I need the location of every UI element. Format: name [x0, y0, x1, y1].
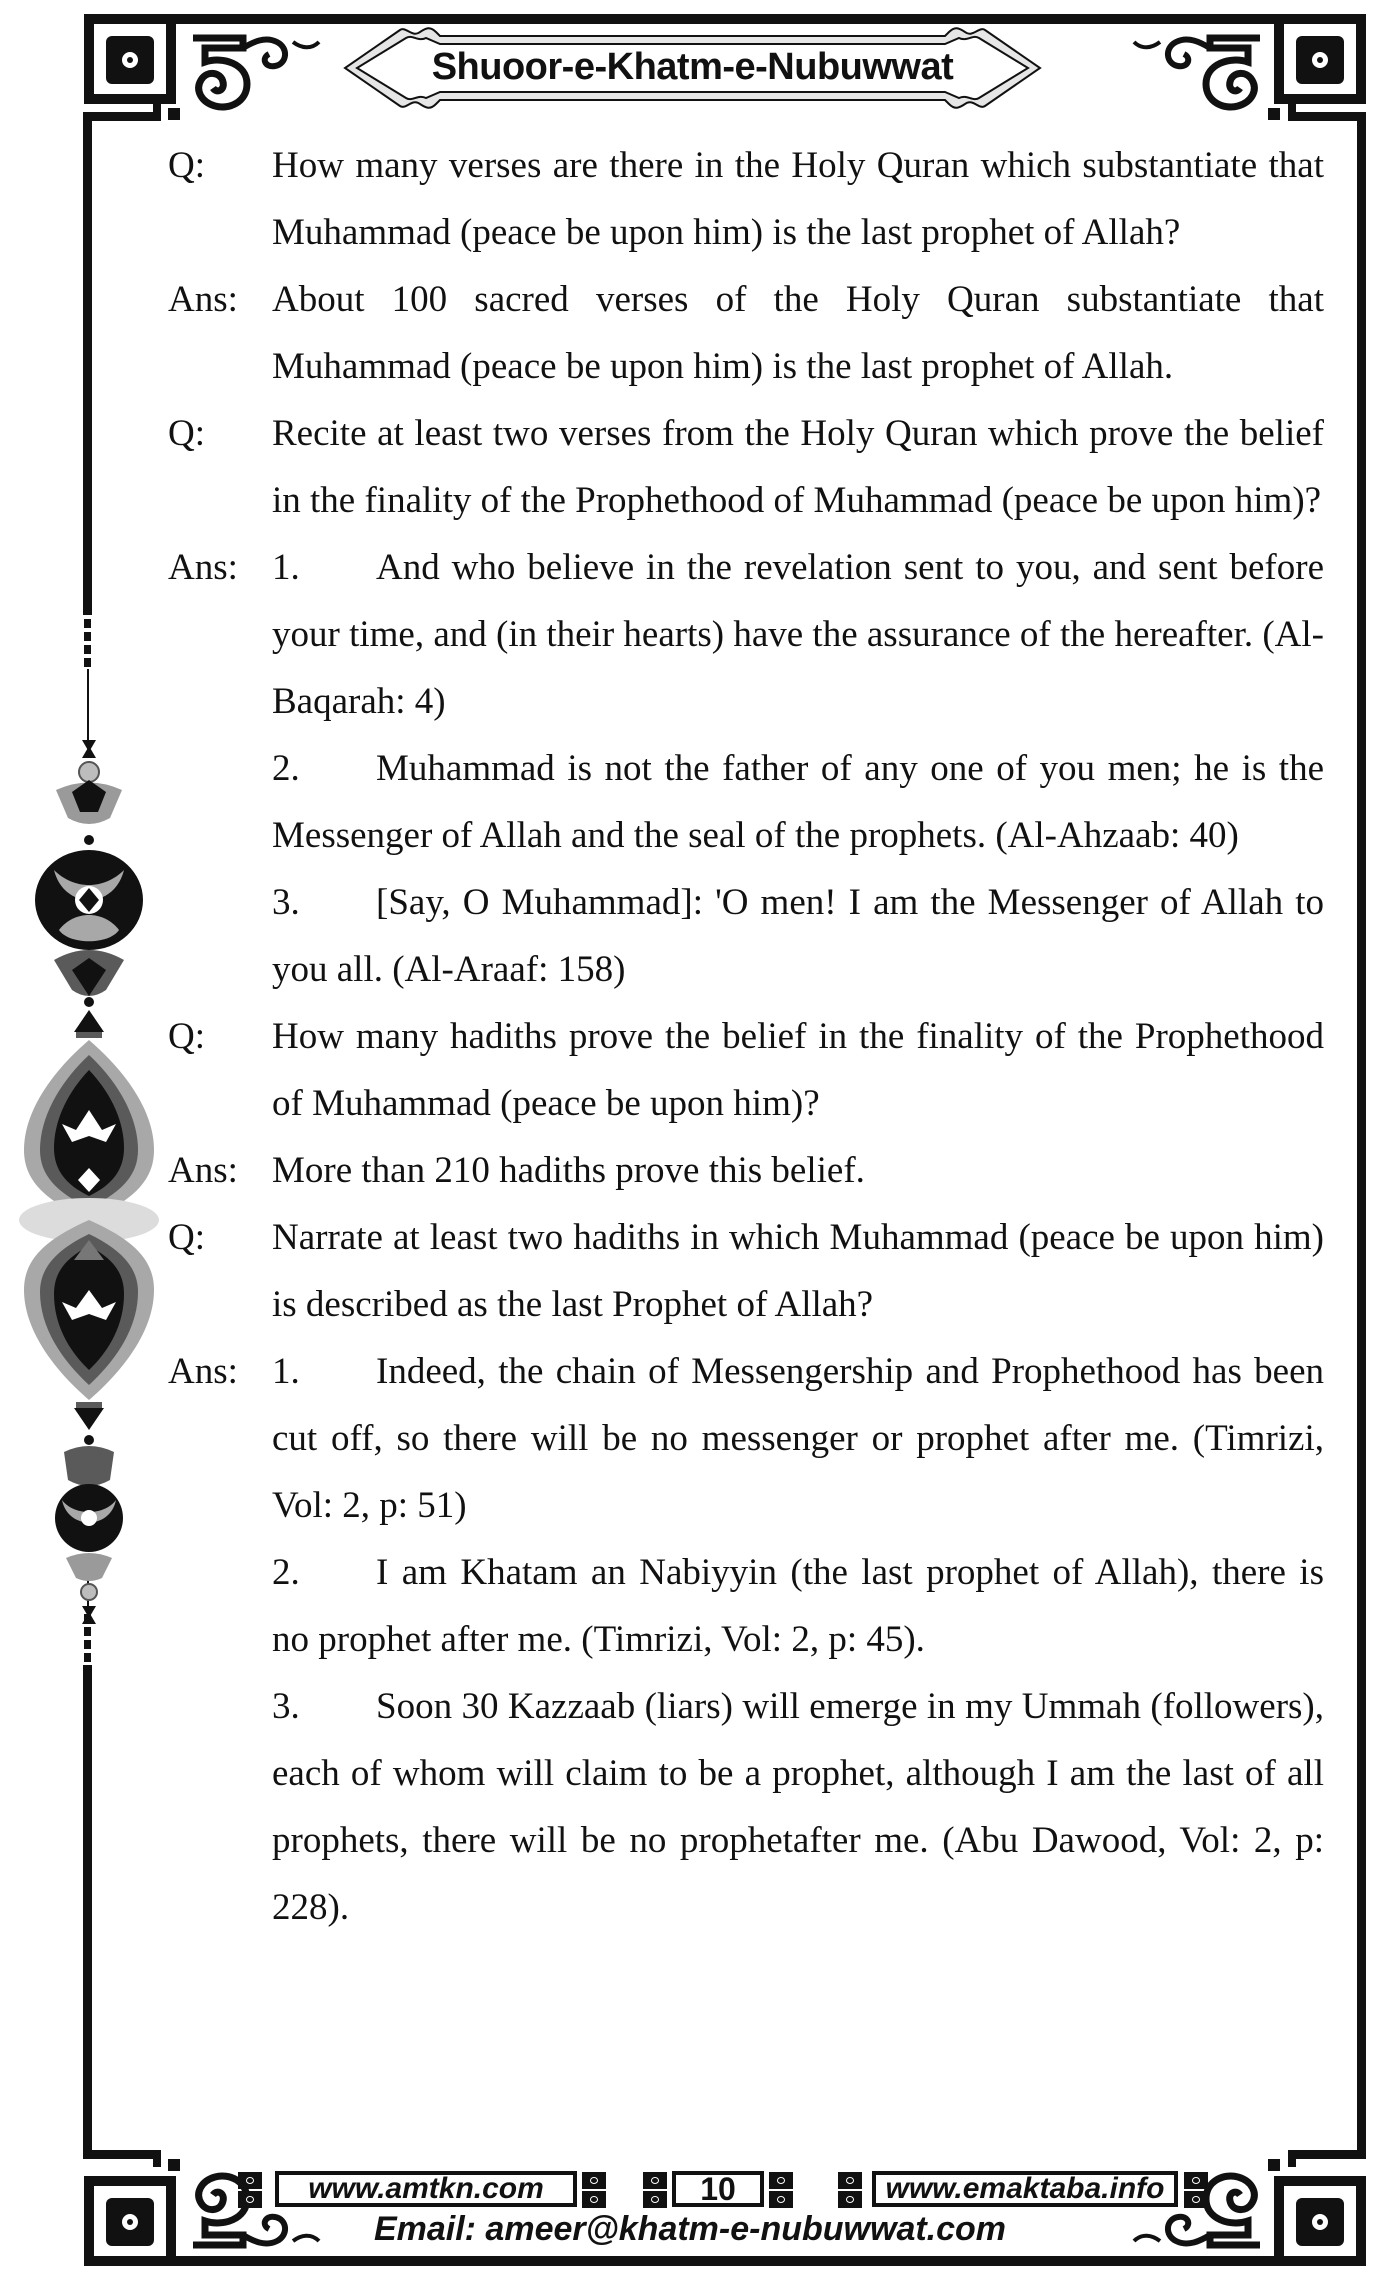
question-text: How many hadiths prove the belief in the finality of the Prophethood of Muhammad (peace be upon him)?	[272, 1016, 1324, 1124]
footer-link-emaktaba[interactable]: www.emaktaba.info	[872, 2171, 1178, 2207]
page-number: 10	[672, 2171, 764, 2207]
scroll-flourish-icon	[1100, 28, 1270, 113]
frame-left-dash	[84, 1653, 91, 1662]
answer-text: More than 210 hadiths prove this belief.	[272, 1150, 865, 1191]
point-text: Soon 30 Kazzaab (liars) will emerge in my Ummah (followers), each of whom will claim to be a prophet, although I am the last of all prophets, there will be no prophetafter me. (Abu Dawood, Vol: 2, p: 228).	[272, 1686, 1324, 1928]
answer-point	[272, 1673, 1324, 1941]
frame-inner-top-right	[1290, 112, 1366, 121]
frame-top-bar	[84, 14, 1366, 24]
footer-link-amtkn[interactable]: www.amtkn.com	[275, 2171, 577, 2207]
point-text: Muhammad is not the father of any one of you men; he is the Messenger of Allah and the seal of the prophets. (Al-Ahzaab: 40)	[272, 748, 1324, 856]
title-cartouche	[340, 24, 1045, 112]
qa-answer	[168, 266, 1324, 400]
question-label: Q:	[168, 1016, 205, 1057]
qa-content	[168, 132, 1324, 1941]
answer-point	[272, 1539, 1324, 1673]
answer-point	[272, 1338, 1324, 1539]
frame-inner-top-left	[84, 112, 160, 121]
point-text: [Say, O Muhammad]: 'O men! I am the Messenger of Allah to you all. (Al-Araaf: 158)	[272, 882, 1324, 990]
scroll-flourish-icon	[183, 28, 353, 113]
question-text: Narrate at least two hadiths in which Muhammad (peace be upon him) is described as the last Prophet of Allah?	[272, 1217, 1324, 1325]
qa-answer	[168, 534, 1324, 1003]
answer-text: About 100 sacred verses of the Holy Quran substantiate that Muhammad (peace be upon him) is the last prophet of Allah.	[272, 279, 1324, 387]
answer-points	[272, 534, 1324, 1003]
point-number: 1.	[272, 1351, 300, 1392]
qa-question	[168, 1003, 1324, 1137]
frame-left-dash	[84, 619, 91, 628]
point-number: 2.	[272, 1552, 300, 1593]
corner-rosette-icon	[1274, 14, 1366, 104]
answer-label: Ans:	[168, 1351, 238, 1392]
point-text: I am Khatam an Nabiyyin (the last prophet of Allah), there is no prophet after me. (Timrizi, Vol: 2, p: 45).	[272, 1552, 1324, 1660]
question-label: Q:	[168, 1217, 205, 1258]
corner-rosette-icon	[84, 14, 176, 104]
frame-inner-top-right-stub	[1288, 104, 1296, 121]
frame-inner-bottom-left-stub	[153, 2150, 161, 2167]
frame-left-dash	[84, 1640, 91, 1649]
qa-question	[168, 132, 1324, 266]
point-number: 3.	[272, 882, 300, 923]
qa-answer	[168, 1338, 1324, 1941]
qa-question	[168, 1204, 1324, 1338]
answer-point	[272, 735, 1324, 869]
qa-question	[168, 400, 1324, 534]
question-text: Recite at least two verses from the Holy Quran which prove the belief in the finality of the Prophethood of Muhammad (peace be upon him)?	[272, 413, 1324, 521]
answer-points	[272, 1338, 1324, 1941]
footer-tile-icon	[836, 2171, 862, 2207]
frame-inner-top-left-dot	[168, 108, 180, 120]
page-title: Shuoor-e-Khatm-e-Nubuwwat	[431, 46, 954, 88]
footer-email-link[interactable]: Email: ameer@khatm-e-nubuwwat.com	[373, 2210, 1007, 2248]
answer-label: Ans:	[168, 1150, 238, 1191]
qa-answer	[168, 1137, 1324, 1204]
point-text: And who believe in the revelation sent to you, and sent before your time, and (in their hearts) have the assurance of the hereafter. (Al-Baqarah: 4)	[272, 547, 1324, 722]
question-label: Q:	[168, 413, 205, 454]
point-number: 3.	[272, 1686, 300, 1727]
answer-point	[272, 869, 1324, 1003]
frame-inner-top-left-stub	[153, 104, 161, 121]
answer-label: Ans:	[168, 547, 238, 588]
frame-right-line	[1357, 112, 1366, 2159]
footer-tile-icon	[641, 2171, 667, 2207]
answer-label: Ans:	[168, 279, 238, 320]
footer-tile-icon	[580, 2171, 606, 2207]
frame-inner-bottom-right	[1290, 2150, 1366, 2159]
arabesque-ornament-icon	[14, 640, 164, 1640]
question-text: How many verses are there in the Holy Quran which substantiate that Muhammad (peace be upon him) is the last prophet of Allah?	[272, 145, 1324, 253]
frame-left-line-bottom	[83, 1665, 92, 2159]
frame-inner-bottom-left	[84, 2150, 160, 2159]
frame-inner-bottom-right-stub	[1288, 2150, 1296, 2167]
frame-inner-bottom-left-dot	[168, 2159, 180, 2171]
frame-left-line-top	[83, 112, 92, 615]
point-number: 1.	[272, 547, 300, 588]
footer-tile-icon	[767, 2171, 793, 2207]
frame-bottom-bar	[84, 2256, 1366, 2266]
question-label: Q:	[168, 145, 205, 186]
point-number: 2.	[272, 748, 300, 789]
answer-point	[272, 534, 1324, 735]
point-text: Indeed, the chain of Messengership and Prophethood has been cut off, so there will be no messenger or prophet after me. (Timrizi, Vol: 2, p: 51)	[272, 1351, 1324, 1526]
